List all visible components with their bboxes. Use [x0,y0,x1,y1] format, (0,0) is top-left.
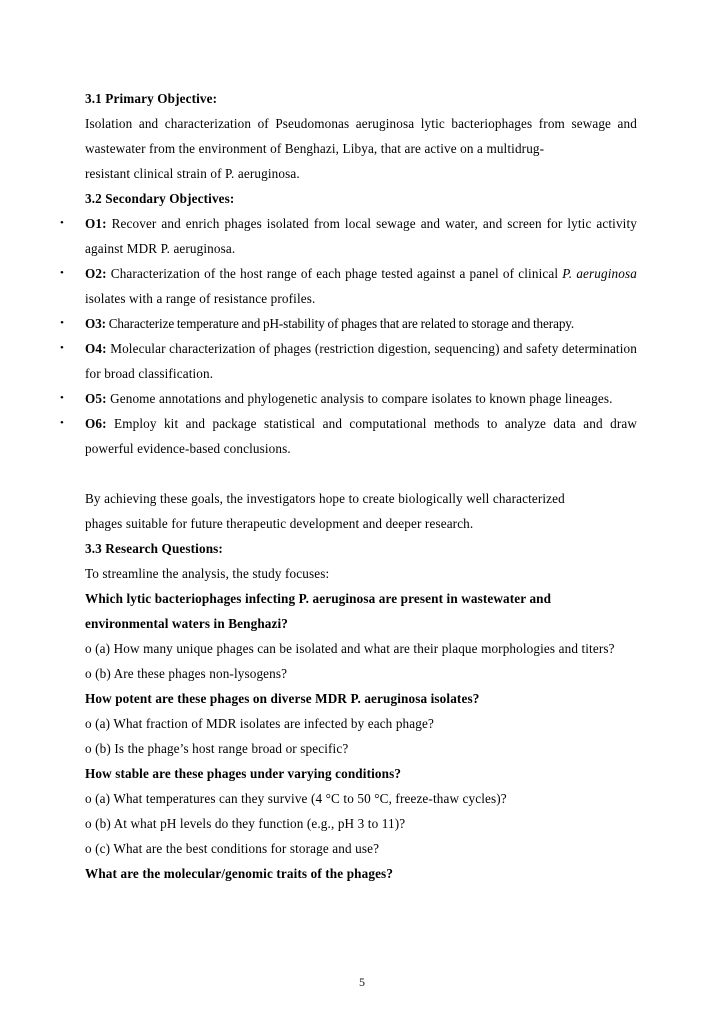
objective-text: Recover and enrich phages isolated from local sewage and water, and screen for lytic activity against MDR P. aeruginosa. [85,216,637,256]
primary-objective-paragraph [85,111,637,186]
objective-label: O2: [85,266,107,281]
primary-objective-line-1: Isolation and characterization of Pseudomonas aeruginosa lytic bacteriophages from sewage [85,116,612,131]
research-questions-intro: To streamline the analysis, the study focuses: [85,566,330,581]
objective-text: Genome annotations and phylogenetic analysis to compare isolates to known phage lineages. [110,391,613,406]
list-item [60,211,637,261]
section-heading-research-questions: 3.3 Research Questions: [85,541,223,556]
bullet-icon: • [60,317,64,329]
objective-text: Characterize temperature and pH-stability of phages that are related to storage and therapy. [108,316,575,331]
objective-label: O4: [85,341,107,356]
page-number: 5 [359,975,365,989]
objective-label: O6: [85,416,107,431]
list-item [60,261,637,311]
bullet-icon: • [60,417,64,429]
bullet-icon: • [60,217,64,229]
objective-text: Molecular characterization of phages (restriction digestion, sequencing) and safety determination for broad classification. [85,341,637,381]
secondary-objectives-list [60,211,637,461]
research-subquestion: o (a) How many unique phages can be isolated and what are their plaque morphologies and titers? [85,641,615,656]
objective-italic-species: P. aeruginosa [562,266,637,281]
research-question-line-1: What are the molecular/genomic traits of the phages? [85,866,394,881]
bullet-icon: • [60,267,64,279]
research-subquestion: o (c) What are the best conditions for storage and use? [85,841,380,856]
objective-label: O1: [85,216,107,231]
section-heading-secondary-objectives: 3.2 Secondary Objectives: [85,191,235,206]
research-question-line-2: environmental waters in Benghazi? [85,616,289,631]
list-item [60,386,637,411]
research-question-heading [85,761,637,786]
closing-paragraph-line-2: phages suitable for future therapeutic development and deeper research. [85,516,474,531]
paragraph-spacer [85,461,637,486]
research-subquestion: o (a) What temperatures can they survive (4 °C to 50 °C, freeze-thaw cycles)? [85,791,507,806]
objective-text-tail: isolates with a range of resistance profiles. [85,291,316,306]
research-subquestion: o (b) Is the phage’s host range broad or specific? [85,741,349,756]
list-item [60,311,637,336]
objective-text: Employ kit and package statistical and computational methods to analyze data and draw powerful evidence-based conclusions. [85,416,637,456]
section-heading-primary-objective: 3.1 Primary Objective: [85,91,218,106]
research-question-line-1: How stable are these phages under varying conditions? [85,766,402,781]
closing-paragraph [85,486,637,536]
closing-paragraph-line-1: By achieving these goals, the investigators hope to create biologically well characterized [85,491,565,506]
research-question-heading [85,686,637,711]
objective-text: Characterization of the host range of each phage tested against a panel of clinical [110,266,563,281]
research-question-heading [85,586,637,636]
research-subquestion: o (b) At what pH levels do they function (e.g., pH 3 to 11)? [85,816,406,831]
research-question-heading [85,861,637,886]
research-subquestion: o (a) What fraction of MDR isolates are infected by each phage? [85,716,434,731]
research-subquestion: o (b) Are these phages non-lysogens? [85,666,288,681]
list-item [60,336,637,386]
list-item [60,411,637,461]
primary-objective-line-3: resistant clinical strain of P. aeruginosa. [85,166,300,181]
primary-objective-line-2: and wastewater from the environment of Benghazi, Libya, that are active on a multidrug- [85,116,637,156]
bullet-icon: • [60,342,64,354]
research-question-line-1: How potent are these phages on diverse MDR P. aeruginosa isolates? [85,691,480,706]
objective-label: O5: [85,391,107,406]
objective-label: O3: [85,316,106,331]
bullet-icon: • [60,392,64,404]
page-content [60,86,637,886]
research-question-line-1: Which lytic bacteriophages infecting P. aeruginosa are present in wastewater and [85,591,552,606]
